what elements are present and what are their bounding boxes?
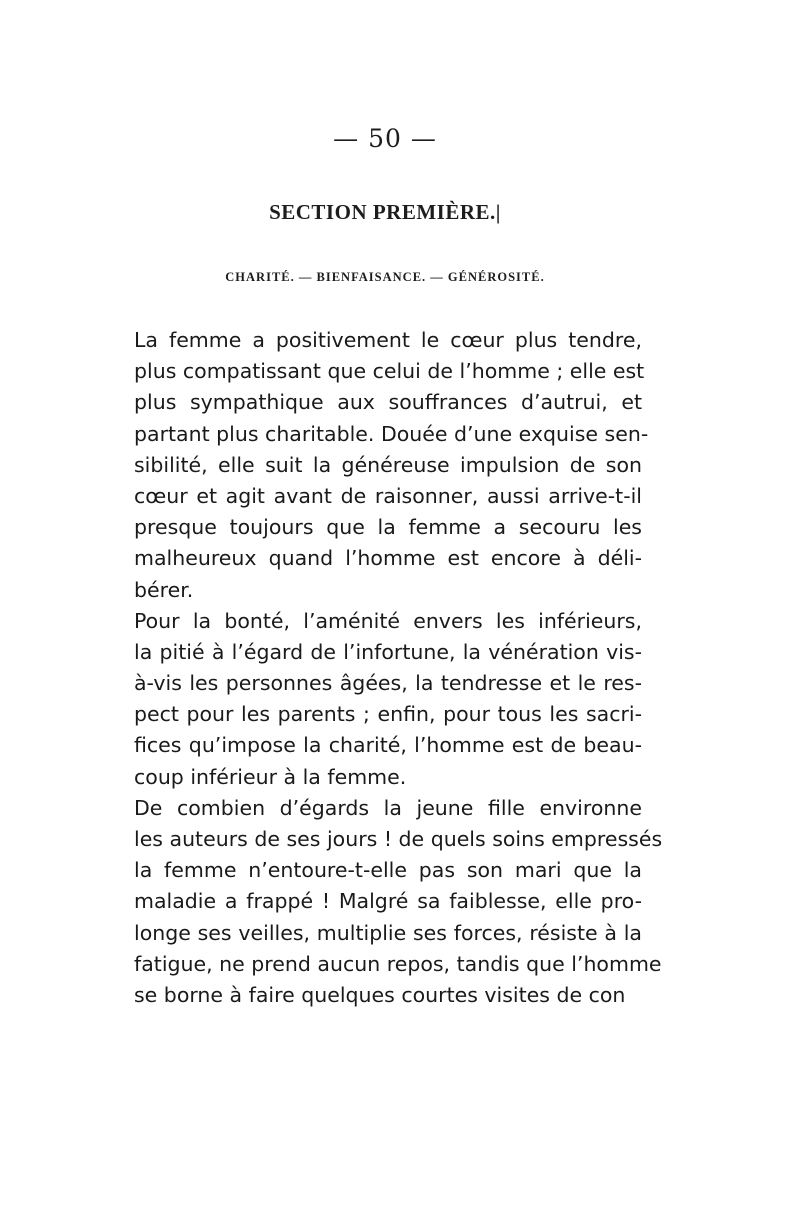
text-line: fatigue, ne prend aucun repos, tandis que l’homme [134, 951, 662, 976]
text-line: pect pour les parents ; enfin, pour tous les sacri- [134, 702, 642, 727]
text-line: à-vis les personnes âgées, la tendresse et le res- [134, 671, 642, 696]
text-line: bérer. [134, 577, 194, 602]
text-line: maladie a frappé ! Malgré sa faiblesse, elle pro- [134, 889, 642, 914]
text-line: plus compatissant que celui de l’homme ; elle est [134, 359, 645, 384]
text-line: Pour la bonté, l’aménité envers les inférieurs, [134, 608, 642, 633]
text-line: partant plus charitable. Douée d’une exquise sen- [134, 421, 649, 446]
text-line: coup inférieur à la femme. [134, 764, 407, 789]
text-line: La femme a positivement le cœur plus tendre, [134, 328, 642, 352]
text-line: la pitié à l’égard de l’infortune, la vénération vis- [134, 639, 642, 664]
text-line: les auteurs de ses jours ! de quels soins empressés [134, 827, 663, 851]
text-line: se borne à faire quelques courtes visites de con [134, 982, 626, 1007]
text-line: fices qu’impose la charité, l’homme est de beau- [134, 733, 642, 758]
text-line: malheureux quand l’homme est encore à déli- [134, 546, 642, 571]
text-line: cœur et agit avant de raisonner, aussi arrive-t-il [134, 483, 642, 508]
text-line: presque toujours que la femme a secouru les [134, 515, 642, 540]
body-text [134, 325, 663, 1011]
text-line: la femme n’entoure-t-elle pas son mari que la [134, 858, 642, 883]
text-line: De combien d’égards la jeune fille environne [134, 795, 642, 820]
section-title: SECTION PREMIÈRE.| [269, 200, 501, 224]
text-line: longe ses veilles, multiplie ses forces, résiste à la [134, 920, 642, 945]
page-number: — 50 — [333, 124, 437, 153]
section-subtitle: CHARITÉ. — BIENFAISANCE. — GÉNÉROSITÉ. [225, 270, 545, 284]
text-line: sibilité, elle suit la généreuse impulsion de son [134, 452, 642, 477]
text-line: plus sympathique aux souffrances d’autrui, et [134, 390, 642, 415]
